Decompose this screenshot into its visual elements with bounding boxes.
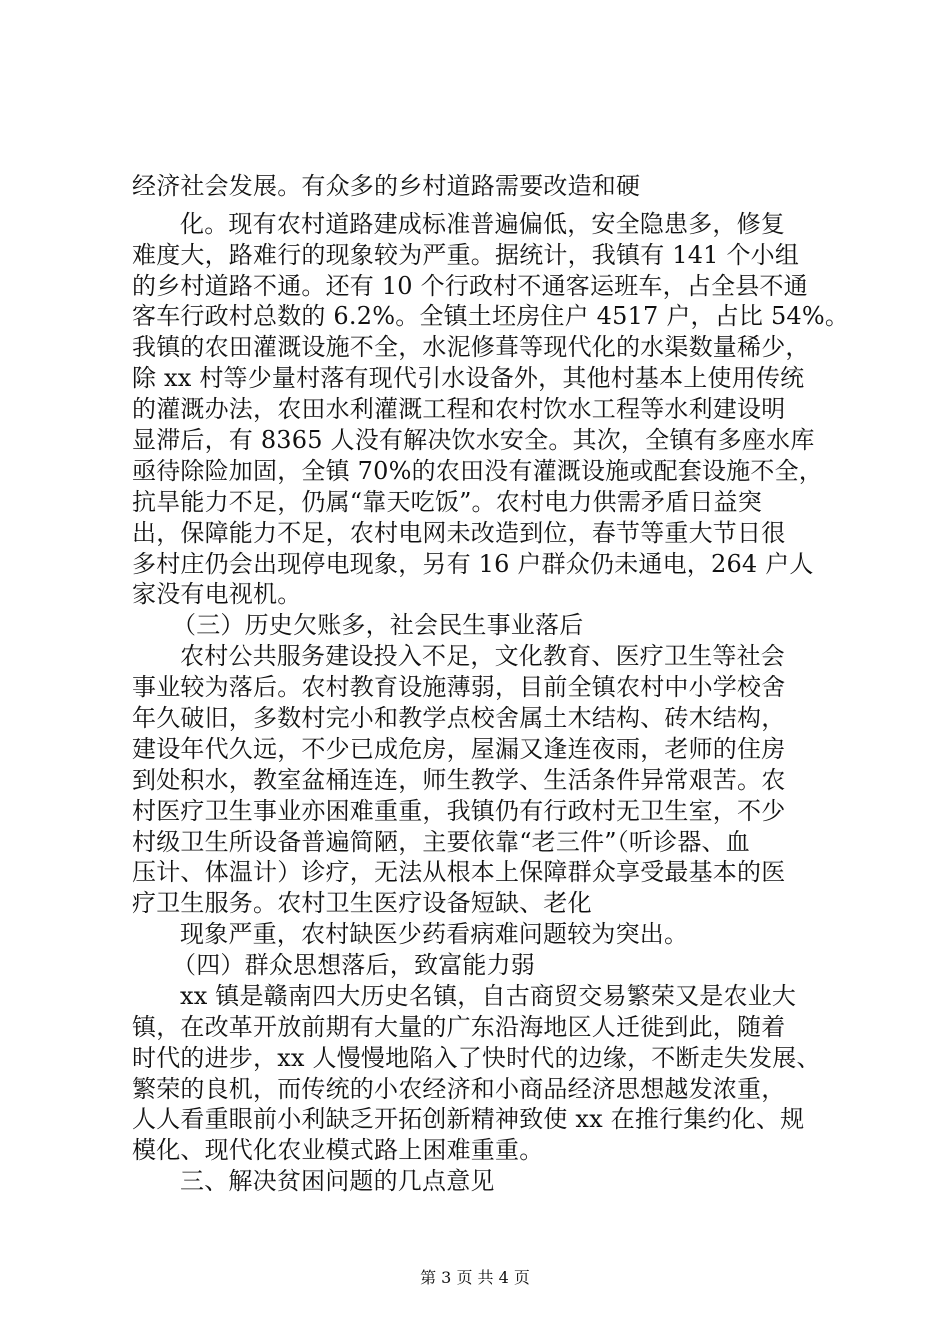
text-line: 人人看重眼前小利缺乏开拓创新精神致使 xx 在推行集约化、规 [132,1105,805,1133]
section-heading: （四）群众思想落后，致富能力弱 [172,951,535,979]
text-line: 村医疗卫生事业亦困难重重，我镇仍有行政村无卫生室，不少 [132,797,786,825]
text-line: 镇，在改革开放前期有大量的广东沿海地区人迁徙到此，随着 [132,1013,786,1041]
text-line: 事业较为落后。农村教育设施薄弱，目前全镇农村中小学校舍 [132,673,786,701]
text-line: 抗旱能力不足，仍属“靠天吃饭”。农村电力供需矛盾日益突 [132,488,762,516]
text-line: 村级卫生所设备普遍简陋，主要依靠“老三件”（听诊器、血 [132,828,750,856]
text-line: 建设年代久远，不少已成危房，屋漏又逢连夜雨，老师的住房 [132,735,786,763]
text-line: 家没有电视机。 [132,580,302,608]
text-line: 客车行政村总数的 6.2%。全镇土坯房住户 4517 户，占比 54%。 [132,302,850,330]
text-line: 年久破旧，多数村完小和教学点校舍属土木结构、砖木结构， [132,704,786,732]
text-line: 除 xx 村等少量村落有现代引水设备外，其他村基本上使用传统 [132,364,805,392]
text-line: 亟待除险加固，全镇 70%的农田没有灌溉设施或配套设施不全， [132,457,823,485]
text-line: 多村庄仍会出现停电现象，另有 16 户群众仍未通电，264 户人 [132,550,814,578]
text-line: 的灌溉办法，农田水利灌溉工程和农村饮水工程等水利建设明 [132,395,786,423]
section-heading: 三、解决贫困问题的几点意见 [180,1167,495,1195]
text-line: 显滞后，有 8365 人没有解决饮水安全。其次，全镇有多座水库 [132,426,815,454]
text-line: 到处积水，教室盆桶连连，师生教学、生活条件异常艰苦。农 [132,766,786,794]
text-line: 的乡村道路不通。还有 10 个行政村不通客运班车，占全县不通 [132,272,808,300]
text-line: 化。现有农村道路建成标准普遍偏低，安全隐患多，修复 [180,210,785,238]
text-line: 难度大，路难行的现象较为严重。据统计，我镇有 141 个小组 [132,241,800,269]
text-line: 出，保障能力不足，农村电网未改造到位，春节等重大节日很 [132,519,786,547]
text-line: 压计、体温计）诊疗，无法从根本上保障群众享受最基本的医 [132,858,786,886]
text-line: 繁荣的良机，而传统的小农经济和小商品经济思想越发浓重， [132,1075,786,1103]
text-line: 经济社会发展。有众多的乡村道路需要改造和硬 [132,172,641,200]
text-line: 时代的进步，xx 人慢慢地陷入了快时代的边缘，不断走失发展、 [132,1044,821,1072]
text-line: 农村公共服务建设投入不足，文化教育、医疗卫生等社会 [180,642,785,670]
text-line: 疗卫生服务。农村卫生医疗设备短缺、老化 [132,889,592,917]
text-line: 模化、现代化农业模式路上困难重重。 [132,1136,544,1164]
page-number-footer: 第 3 页 共 4 页 [420,1268,530,1287]
section-heading: （三）历史欠账多，社会民生事业落后 [172,611,584,639]
text-line: 现象严重，农村缺医少药看病难问题较为突出。 [180,920,689,948]
text-line: 我镇的农田灌溉设施不全，水泥修葺等现代化的水渠数量稀少， [132,333,810,361]
text-line: xx 镇是赣南四大历史名镇，自古商贸交易繁荣又是农业大 [180,982,797,1010]
